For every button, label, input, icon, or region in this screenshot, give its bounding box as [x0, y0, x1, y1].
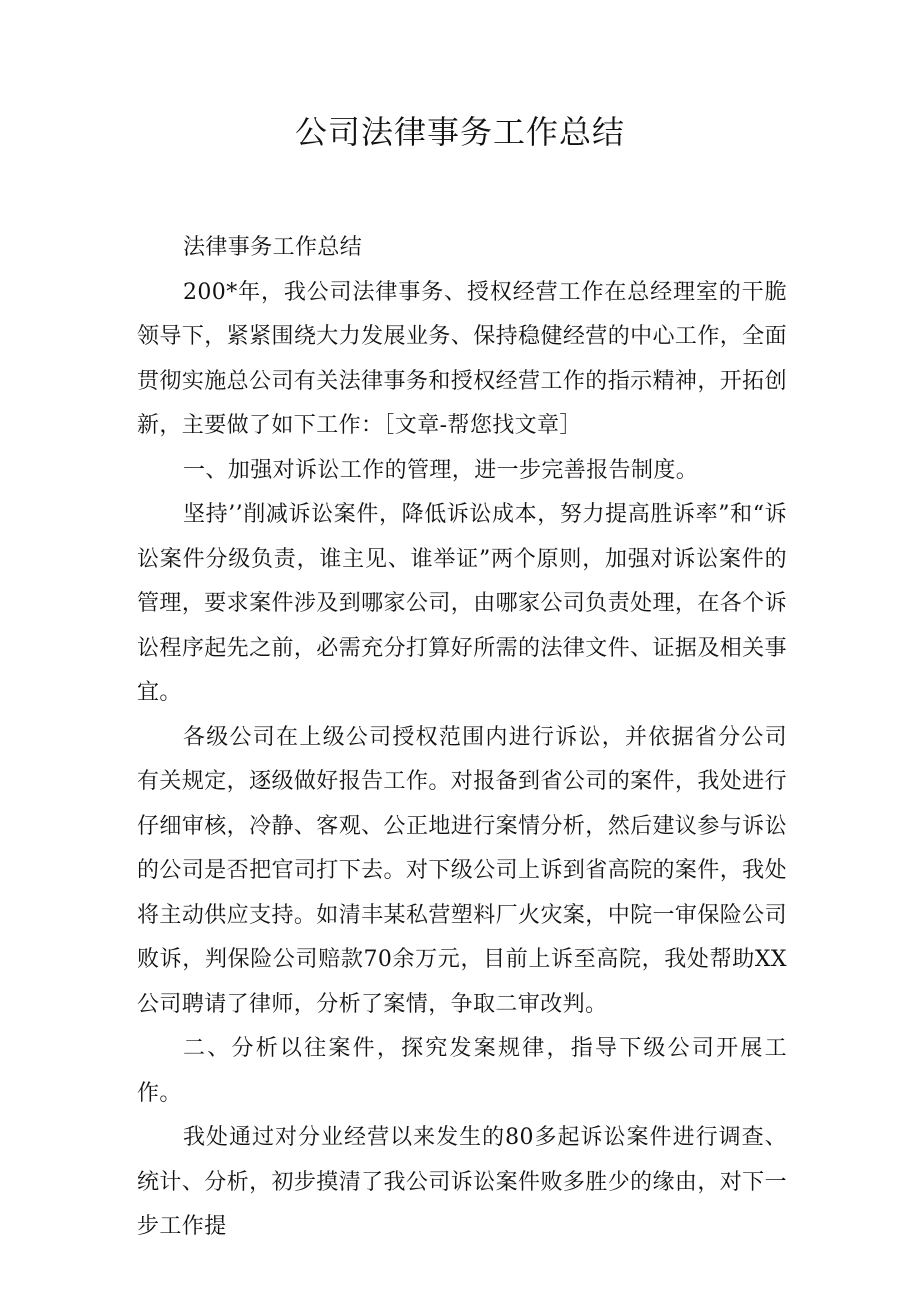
body-paragraph: 坚持’’削减诉讼案件，降低诉讼成本，努力提高胜诉率”和“诉讼案件分级负责，谁主见、谁举证”两个原则，加强对诉讼案件的管理，要求案件涉及到哪家公司，由哪家公司负责处理，在各个诉讼程序起先之前，必需充分打算好所需的法律文件、证据及相关事宜。 [137, 502, 787, 705]
subtitle-paragraph: 法律事务工作总结 [183, 235, 363, 260]
document-title: 公司法律事务工作总结 [294, 113, 625, 151]
section-heading-2: 二、分析以往案件，探究发案规律，指导下级公司开展工作。 [137, 1036, 787, 1106]
section-heading-1: 一、加强对诉讼工作的管理，进一步完善报告制度。 [183, 457, 699, 483]
body-paragraph: 各级公司在上级公司授权范围内进行诉讼，并依据省分公司有关规定，逐级做好报告工作。对报备到省公司的案件，我处进行仔细审核，冷静、客观、公正地进行案情分析，然后建议参与诉讼的公司是否把官司打下去。对下级公司上诉到省高院的案件，我处将主动供应支持。如清丰某私营塑料厂火灾案，中院一审保险公司败诉，判保险公司赔款70余万元，目前上诉至高院，我处帮助XX公司聘请了律师，分析了案情，争取二审改判。 [137, 724, 787, 1017]
document-body [137, 226, 787, 1250]
body-paragraph: 我处通过对分业经营以来发生的80多起诉讼案件进行调查、统计、分析，初步摸清了我公司诉讼案件败多胜少的缘由，对下一步工作提 [137, 1125, 787, 1239]
intro-paragraph: 200*年，我公司法律事务、授权经营工作在总经理室的干脆领导下，紧紧围绕大力发展业务、保持稳健经营的中心工作，全面贯彻实施总公司有关法律事务和授权经营工作的指示精神，开拓创新，主要做了如下工作：［文章-帮您找文章］ [137, 279, 787, 438]
